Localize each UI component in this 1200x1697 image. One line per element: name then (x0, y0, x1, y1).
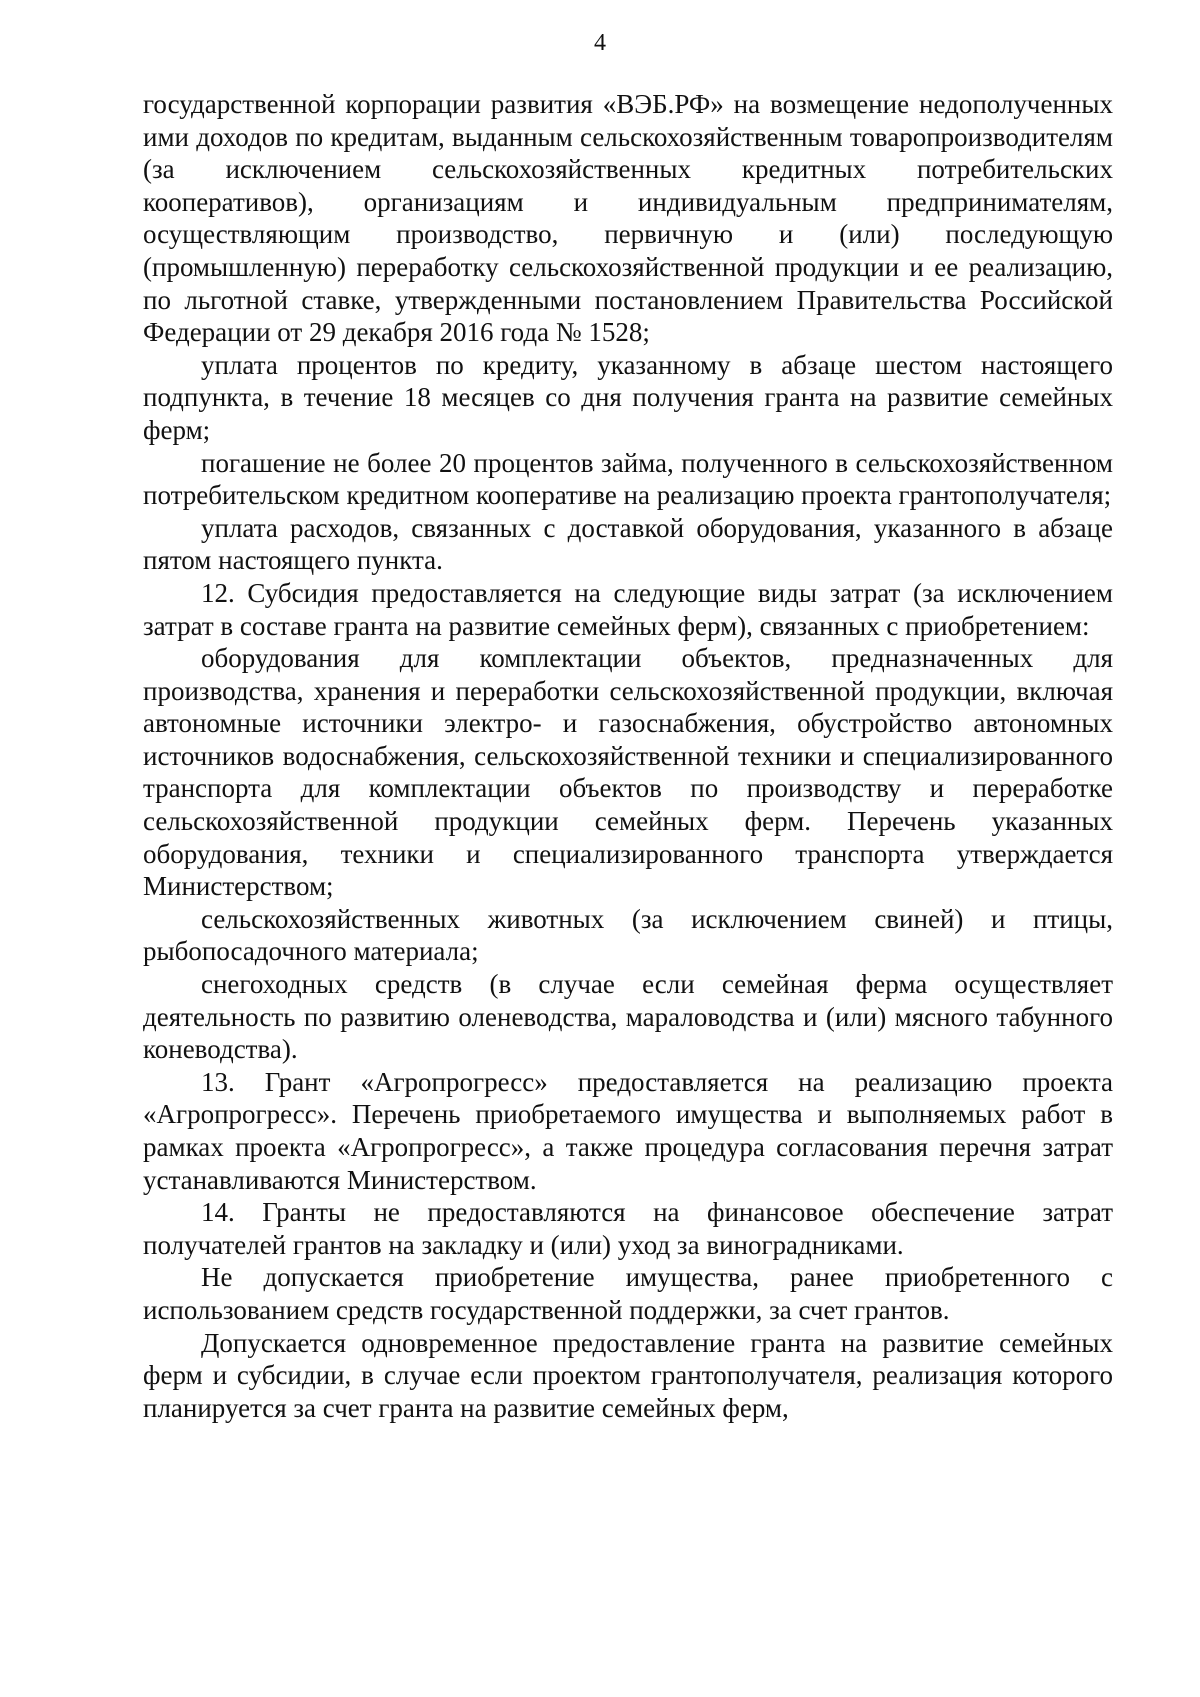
paragraph-11: Не допускается приобретение имущества, ранее приобретенного с использованием средств государственной поддержки, за счет грантов. (143, 1262, 1113, 1325)
paragraph-1: государственной корпорации развития «ВЭБ.РФ» на возмещение недополученных ими доходов по кредитам, выданным сельскохозяйственным товаропроизводителям (за исключением сельскохозяйственных кредитных потребительских кооперативов), организациям и индивидуальным предпринимателям, осуществляющим производство, первичную и (или) последующую (промышленную) переработку сельскохозяйственной продукции и ее реализацию, по льготной ставке, утвержденными постановлением Правительства Российской Федерации от 29 декабря 2016 года № 1528; (143, 89, 1113, 348)
paragraph-4: уплата расходов, связанных с доставкой оборудования, указанного в абзаце пятом настоящего пункта. (143, 512, 1113, 576)
paragraph-3: погашение не более 20 процентов займа, полученного в сельскохозяйственном потребительском кредитном кооперативе на реализацию проекта грантополучателя; (143, 447, 1113, 511)
paragraph-10-item-14: 14. Гранты не предоставляются на финансовое обеспечение затрат получателей грантов на закладку и (или) уход за виноградниками. (143, 1197, 1113, 1260)
paragraph-5-item-12: 12. Субсидия предоставляется на следующие виды затрат (за исключением затрат в составе гранта на развитие семейных ферм), связанных с приобретением: (143, 577, 1113, 641)
paragraph-7: сельскохозяйственных животных (за исключением свиней) и птицы, рыбопосадочного материала; (143, 903, 1113, 967)
paragraph-2: уплата процентов по кредиту, указанному в абзаце шестом настоящего подпункта, в течение 18 месяцев со дня получения гранта на развитие семейных ферм; (143, 349, 1113, 445)
paragraph-6: оборудования для комплектации объектов, предназначенных для производства, хранения и переработки сельскохозяйственной продукции, включая автономные источники электро- и газоснабжения, обустройство автономных источников водоснабжения, сельскохозяйственной техники и специализированного транспорта для комплектации объектов по производству и переработке сельскохозяйственной продукции семейных ферм. Перечень указанных оборудования, техники и специализированного транспорта утверждается Министерством; (143, 643, 1113, 902)
paragraph-12: Допускается одновременное предоставление гранта на развитие семейных ферм и субсидии, в случае если проектом грантополучателя, реализация которого планируется за счет гранта на развитие семейных ферм, (143, 1327, 1113, 1423)
paragraph-8: снегоходных средств (в случае если семейная ферма осуществляет деятельность по развитию оленеводства, мараловодства и (или) мясного табунного коневодства). (143, 969, 1113, 1065)
paragraph-9-item-13: 13. Грант «Агропрогресс» предоставляется на реализацию проекта «Агропрогресс». Перечень приобретаемого имущества и выполняемых работ в рамках проекта «Агропрогресс», а также процедура согласования перечня затрат устанавливаются Министерством. (143, 1066, 1113, 1195)
document-body (143, 88, 1113, 1424)
page-number: 4 (594, 30, 606, 56)
